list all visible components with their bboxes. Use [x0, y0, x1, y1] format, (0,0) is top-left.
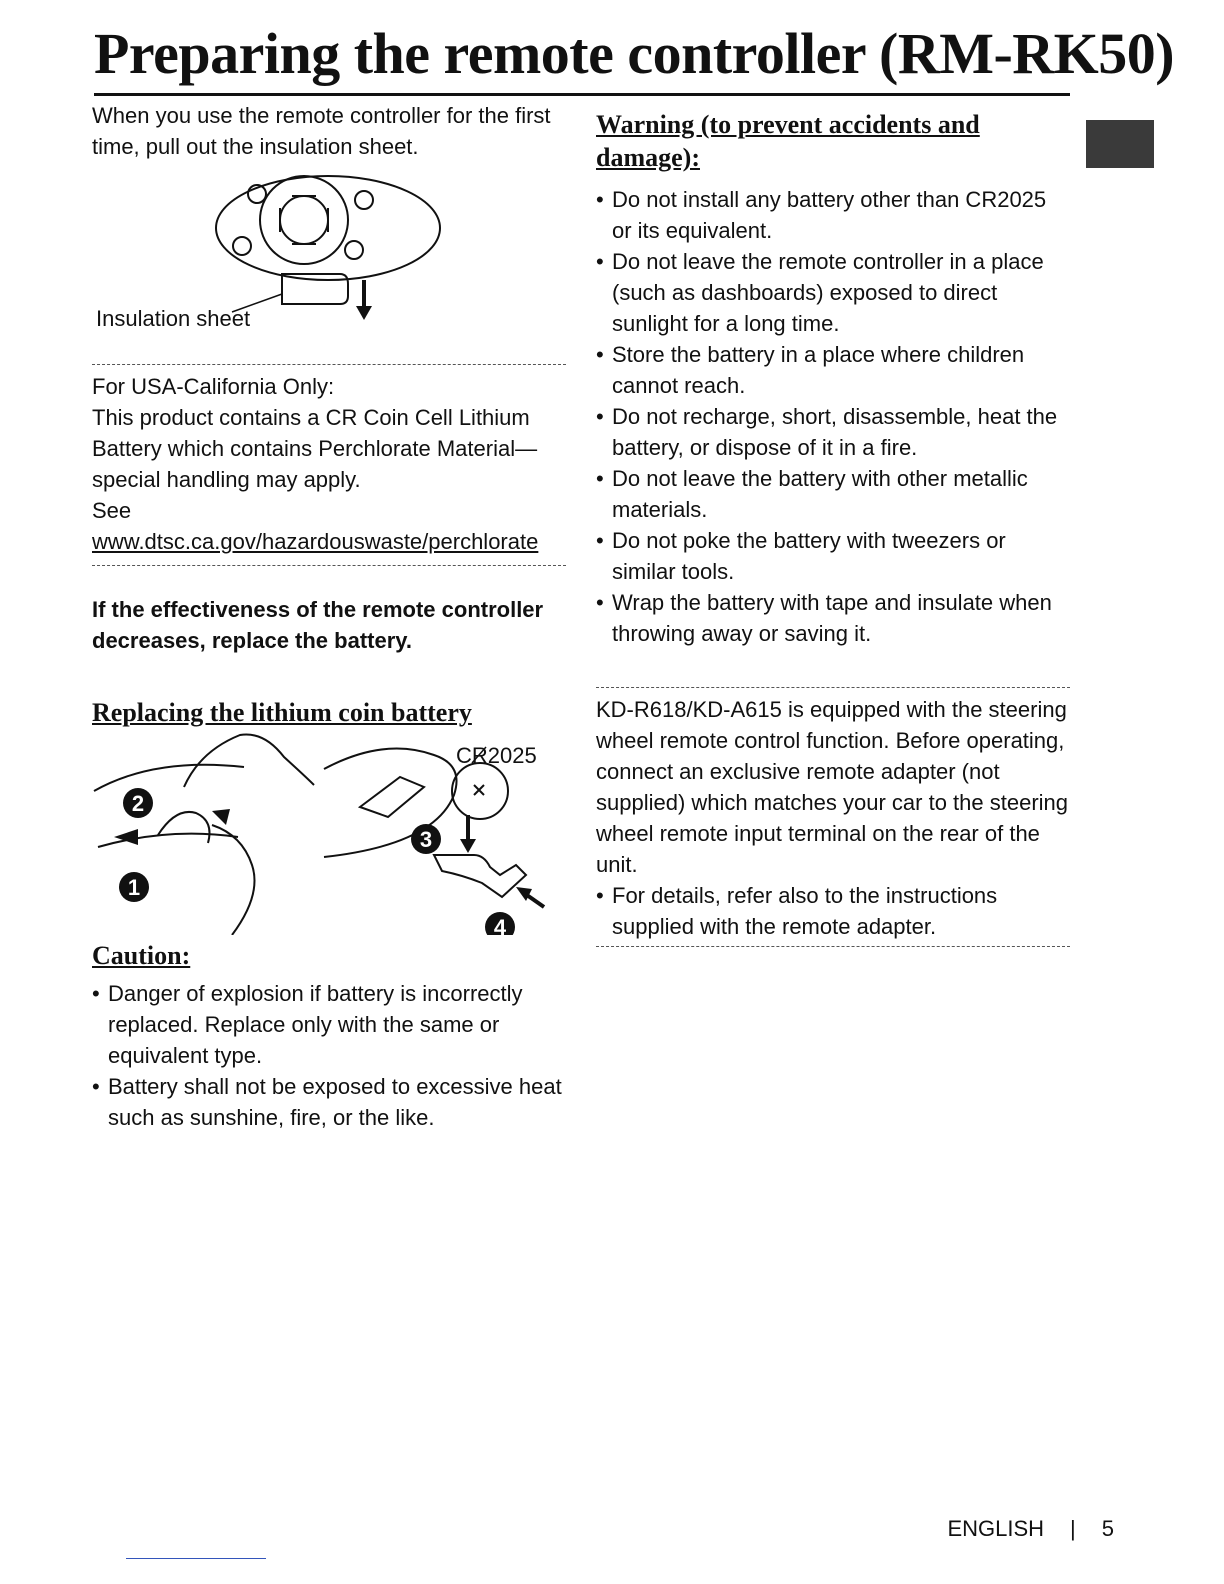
arrow-pull-icon	[212, 809, 230, 825]
california-box	[92, 364, 566, 566]
section-tab-marker	[1086, 120, 1154, 168]
footer-separator: |	[1070, 1516, 1076, 1541]
warning-list	[596, 184, 1070, 649]
page-number: 5	[1101, 1516, 1114, 1541]
effectiveness-note: If the effectiveness of the remote controller decreases, replace the battery.	[92, 597, 544, 653]
caution-heading: Caution:	[92, 941, 191, 970]
california-heading: For USA-California Only:	[92, 374, 335, 399]
battery-type-label: CR2025	[456, 743, 537, 768]
perchlorate-link[interactable]: www.dtsc.ca.gov/hazardouswaste/perchlorate	[92, 529, 539, 554]
insulation-sheet-shape	[282, 274, 348, 304]
see-prefix: See	[92, 498, 132, 523]
title-rule	[94, 93, 1070, 96]
pull-down-arrow-icon	[356, 280, 372, 320]
bottom-edge-line	[126, 1558, 266, 1559]
warning-item: • Do not recharge, short, disassemble, heat the battery, or dispose of it in a fire.	[596, 401, 1070, 463]
california-body: This product contains a CR Coin Cell Lithium Battery which contains Perchlorate Material—special handling may apply.	[92, 405, 538, 492]
right-column	[596, 100, 1070, 947]
steering-wheel-box	[596, 687, 1070, 947]
steering-wheel-text: KD-R618/KD-A615 is equipped with the steering wheel remote control function. Before operating, connect an exclusive remote adapter (not supplied) which matches your car to the steering wheel remote input terminal on the rear of the unit.	[596, 697, 1069, 877]
steering-wheel-list	[596, 880, 1070, 942]
warning-item: • Do not leave the battery with other metallic materials.	[596, 463, 1070, 525]
insulation-sheet-label: Insulation sheet	[96, 306, 251, 331]
california-see-line	[92, 495, 566, 557]
warning-item: • Do not poke the battery with tweezers or similar tools.	[596, 525, 1070, 587]
remote-controller-drawing	[216, 176, 440, 280]
step-3-number: 3	[419, 827, 433, 852]
replacing-battery-heading: Replacing the lithium coin battery	[92, 698, 472, 727]
footer-language: ENGLISH	[947, 1516, 1045, 1541]
warning-heading: Warning (to prevent accidents and damage):	[596, 110, 980, 172]
step-4-number: 4	[493, 915, 507, 935]
warning-item: • Wrap the battery with tape and insulate when throwing away or saving it.	[596, 587, 1070, 649]
caution-list	[92, 978, 566, 1133]
battery-replacement-figure	[92, 729, 562, 935]
arrow-down-icon	[460, 815, 476, 853]
warning-item: • Do not install any battery other than CR2025 or its equivalent.	[596, 184, 1070, 246]
step-2-number: 2	[131, 791, 145, 816]
warning-item: • Store the battery in a place where children cannot reach.	[596, 339, 1070, 401]
remote-insulation-figure	[92, 162, 562, 342]
caution-item: • Battery shall not be exposed to excessive heat such as sunshine, fire, or the like.	[92, 1071, 566, 1133]
battery-holder-drawing	[324, 749, 526, 897]
step-1-number: 1	[127, 875, 141, 900]
arrow-diagonal-icon	[516, 887, 544, 907]
intro-text: When you use the remote controller for the first time, pull out the insulation sheet.	[92, 103, 551, 159]
left-column	[92, 100, 566, 1133]
caution-item: • Danger of explosion if battery is incorrectly replaced. Replace only with the same or equivalent type.	[92, 978, 566, 1071]
page-title: Preparing the remote controller (RM-RK50)	[94, 21, 1175, 86]
warning-item: • Do not leave the remote controller in a place (such as dashboards) exposed to direct sunlight for a long time.	[596, 246, 1070, 339]
steering-wheel-item: • For details, refer also to the instructions supplied with the remote adapter.	[596, 880, 1070, 942]
page-footer	[947, 1516, 1114, 1542]
